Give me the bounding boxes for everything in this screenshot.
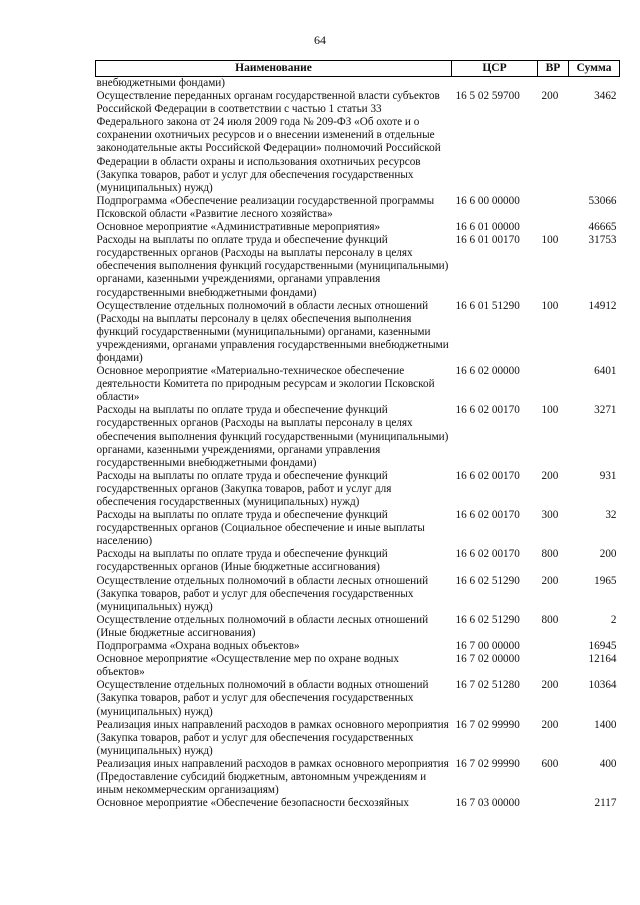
table-row	[96, 679, 620, 718]
cell-csr: 16 7 00 00000	[455, 640, 520, 653]
table-row	[96, 221, 620, 234]
cell-sum: 200	[599, 548, 617, 561]
table-row	[96, 640, 620, 653]
cell-vr	[538, 640, 569, 653]
cell-vr: 200	[541, 574, 559, 587]
cell-csr: 16 6 01 51290	[455, 299, 520, 312]
cell-sum: 31753	[588, 234, 617, 247]
cell-vr: 600	[541, 757, 559, 770]
cell-vr: 800	[541, 613, 559, 626]
cell-vr: 200	[541, 469, 559, 482]
cell-sum: 3462	[594, 90, 617, 103]
cell-vr	[538, 195, 569, 221]
cell-sum: 1400	[594, 718, 617, 731]
cell-vr	[538, 365, 569, 404]
cell-sum: 10364	[588, 679, 617, 692]
cell-csr: 16 6 02 00170	[455, 469, 520, 482]
cell-name: Расходы на выплаты по оплате труда и обеспечение функций государственных органов (Расходы на выплаты персоналу в целях обеспечения выполнения функций государственными (муниципальными) органами, казенными учреждениями, органами управления государственными внебюджетными фондами)	[96, 404, 449, 469]
cell-sum: 2117	[594, 797, 617, 810]
cell-name: Расходы на выплаты по оплате труда и обеспечение функций государственных органов (Расходы на выплаты персоналу в целях обеспечения выполнения функций государственными (муниципальными) органами, казенными учреждениями, органами управления государственными внебюджетными фондами)	[96, 234, 449, 299]
header-row	[96, 61, 620, 77]
cell-name: Осуществление переданных органам государственной власти субъектов Российской Федерации в соответствии с частью 1 статьи 33 Федерального закона от 24 июля 2009 года № 209-ФЗ «Об охоте и о сохранении охотничьих ресурсов и о внесении изменений в отдельные законодательные акты Российской Федерации» полномочий Российской Федерации в области охраны и использования охотничьих ресурсов (Закупка товаров, работ и услуг для обеспечения государственных (муниципальных) нужд)	[96, 90, 441, 194]
cell-csr: 16 7 02 00000	[455, 653, 520, 666]
cell-vr: 100	[541, 404, 559, 417]
cell-vr: 300	[541, 509, 559, 522]
cell-vr	[538, 221, 569, 234]
table-row	[96, 758, 620, 797]
cell-sum: 6401	[594, 365, 617, 378]
table-header	[96, 61, 620, 77]
cell-csr: 16 6 02 00170	[455, 404, 520, 417]
cell-csr: 16 6 01 00170	[455, 234, 520, 247]
cell-name: Осуществление отдельных полномочий в области водных отношений (Закупка товаров, работ и услуг для обеспечения государственных (муниципальных) нужд)	[96, 679, 429, 718]
table-row	[96, 719, 620, 758]
cell-sum: 46665	[588, 221, 617, 234]
cell-csr: 16 7 02 51280	[455, 679, 520, 692]
cell-name: Основное мероприятие «Материально-техническое обеспечение деятельности Комитета по природным ресурсам и экологии Псковской области»	[96, 365, 435, 404]
page-number: 64	[314, 33, 326, 47]
cell-sum: 32	[605, 509, 617, 522]
cell-csr: 16 7 02 99990	[455, 718, 520, 731]
cell-name: Основное мероприятие «Административные мероприятия»	[96, 221, 381, 234]
cell-name: Расходы на выплаты по оплате труда и обеспечение функций государственных органов (Иные бюджетные ассигнования)	[96, 548, 388, 574]
table-row	[96, 548, 620, 574]
cell-csr: 16 7 02 99990	[455, 757, 520, 770]
cell-sum: 16945	[588, 640, 617, 653]
budget-table	[95, 60, 620, 810]
table-row	[96, 90, 620, 195]
cell-name: Осуществление отдельных полномочий в области лесных отношений (Расходы на выплаты персоналу в целях обеспечения выполнения функций государственными (муниципальными) органами, казенными учреждениями, органами управления государственными внебюджетными фондами)	[96, 299, 449, 364]
cell-vr: 100	[541, 234, 559, 247]
cell-sum: 1965	[594, 574, 617, 587]
cell-name: Реализация иных направлений расходов в рамках основного мероприятия (Закупка товаров, работ и услуг для обеспечения государственных (муниципальных) нужд)	[96, 718, 449, 757]
column-header-csr: ЦСР	[452, 61, 538, 77]
cell-csr	[452, 77, 538, 91]
cell-csr: 16 6 01 00000	[455, 221, 520, 234]
cell-name: внебюджетными фондами)	[96, 77, 225, 89]
cell-sum: 931	[599, 469, 617, 482]
cell-name: Реализация иных направлений расходов в рамках основного мероприятия (Предоставление субсидий бюджетным, автономным учреждениям и иным некоммерческим организациям)	[96, 757, 449, 797]
cell-sum: 53066	[588, 194, 617, 207]
table-body	[96, 77, 620, 811]
cell-sum: 14912	[588, 299, 617, 312]
table-row	[96, 234, 620, 299]
cell-vr	[538, 797, 569, 810]
cell-name: Расходы на выплаты по оплате труда и обеспечение функций государственных органов (Социальное обеспечение и иные выплаты населению)	[96, 509, 425, 548]
table-row	[96, 77, 620, 91]
cell-name: Осуществление отдельных полномочий в области лесных отношений (Иные бюджетные ассигнования)	[96, 613, 429, 639]
cell-sum: 400	[599, 757, 617, 770]
table-row	[96, 509, 620, 548]
cell-csr: 16 6 02 00170	[455, 509, 520, 522]
cell-sum: 3271	[594, 404, 617, 417]
table-row	[96, 575, 620, 614]
cell-sum: 2	[610, 613, 617, 626]
table-row	[96, 404, 620, 469]
cell-csr: 16 6 02 51290	[455, 613, 520, 626]
table-row	[96, 653, 620, 679]
column-header-name: Наименование	[96, 61, 452, 77]
cell-name: Основное мероприятие «Обеспечение безопасности бесхозяйных	[96, 797, 409, 810]
cell-sum: 12164	[588, 653, 617, 666]
table-row	[96, 195, 620, 221]
cell-vr: 100	[541, 299, 559, 312]
table-row	[96, 300, 620, 365]
cell-vr	[538, 653, 569, 679]
table-row	[96, 365, 620, 404]
cell-vr: 800	[541, 548, 559, 561]
cell-vr	[538, 77, 569, 91]
cell-name: Подпрограмма «Охрана водных объектов»	[96, 640, 300, 653]
table-row	[96, 470, 620, 509]
cell-vr: 200	[541, 718, 559, 731]
cell-vr: 200	[541, 90, 559, 103]
cell-csr: 16 5 02 59700	[455, 90, 520, 103]
cell-csr: 16 6 02 51290	[455, 574, 520, 587]
cell-name: Осуществление отдельных полномочий в области лесных отношений (Закупка товаров, работ и услуг для обеспечения государственных (муниципальных) нужд)	[96, 574, 429, 613]
cell-vr: 200	[541, 679, 559, 692]
cell-name: Расходы на выплаты по оплате труда и обеспечение функций государственных органов (Закупка товаров, работ и услуг для обеспечения государственных (муниципальных) нужд)	[96, 469, 392, 508]
cell-csr: 16 6 00 00000	[455, 194, 520, 207]
cell-csr: 16 6 02 00000	[455, 365, 520, 378]
cell-csr: 16 7 03 00000	[455, 797, 520, 810]
table-row	[96, 614, 620, 640]
cell-name: Основное мероприятие «Осуществление мер по охране водных объектов»	[96, 653, 399, 679]
cell-csr: 16 6 02 00170	[455, 548, 520, 561]
column-header-sum: Сумма	[569, 61, 620, 77]
column-header-vr: ВР	[538, 61, 569, 77]
cell-name: Подпрограмма «Обеспечение реализации государственной программы Псковской области «Развитие лесного хозяйства»	[96, 194, 435, 220]
cell-sum	[569, 77, 620, 91]
table-row	[96, 797, 620, 810]
